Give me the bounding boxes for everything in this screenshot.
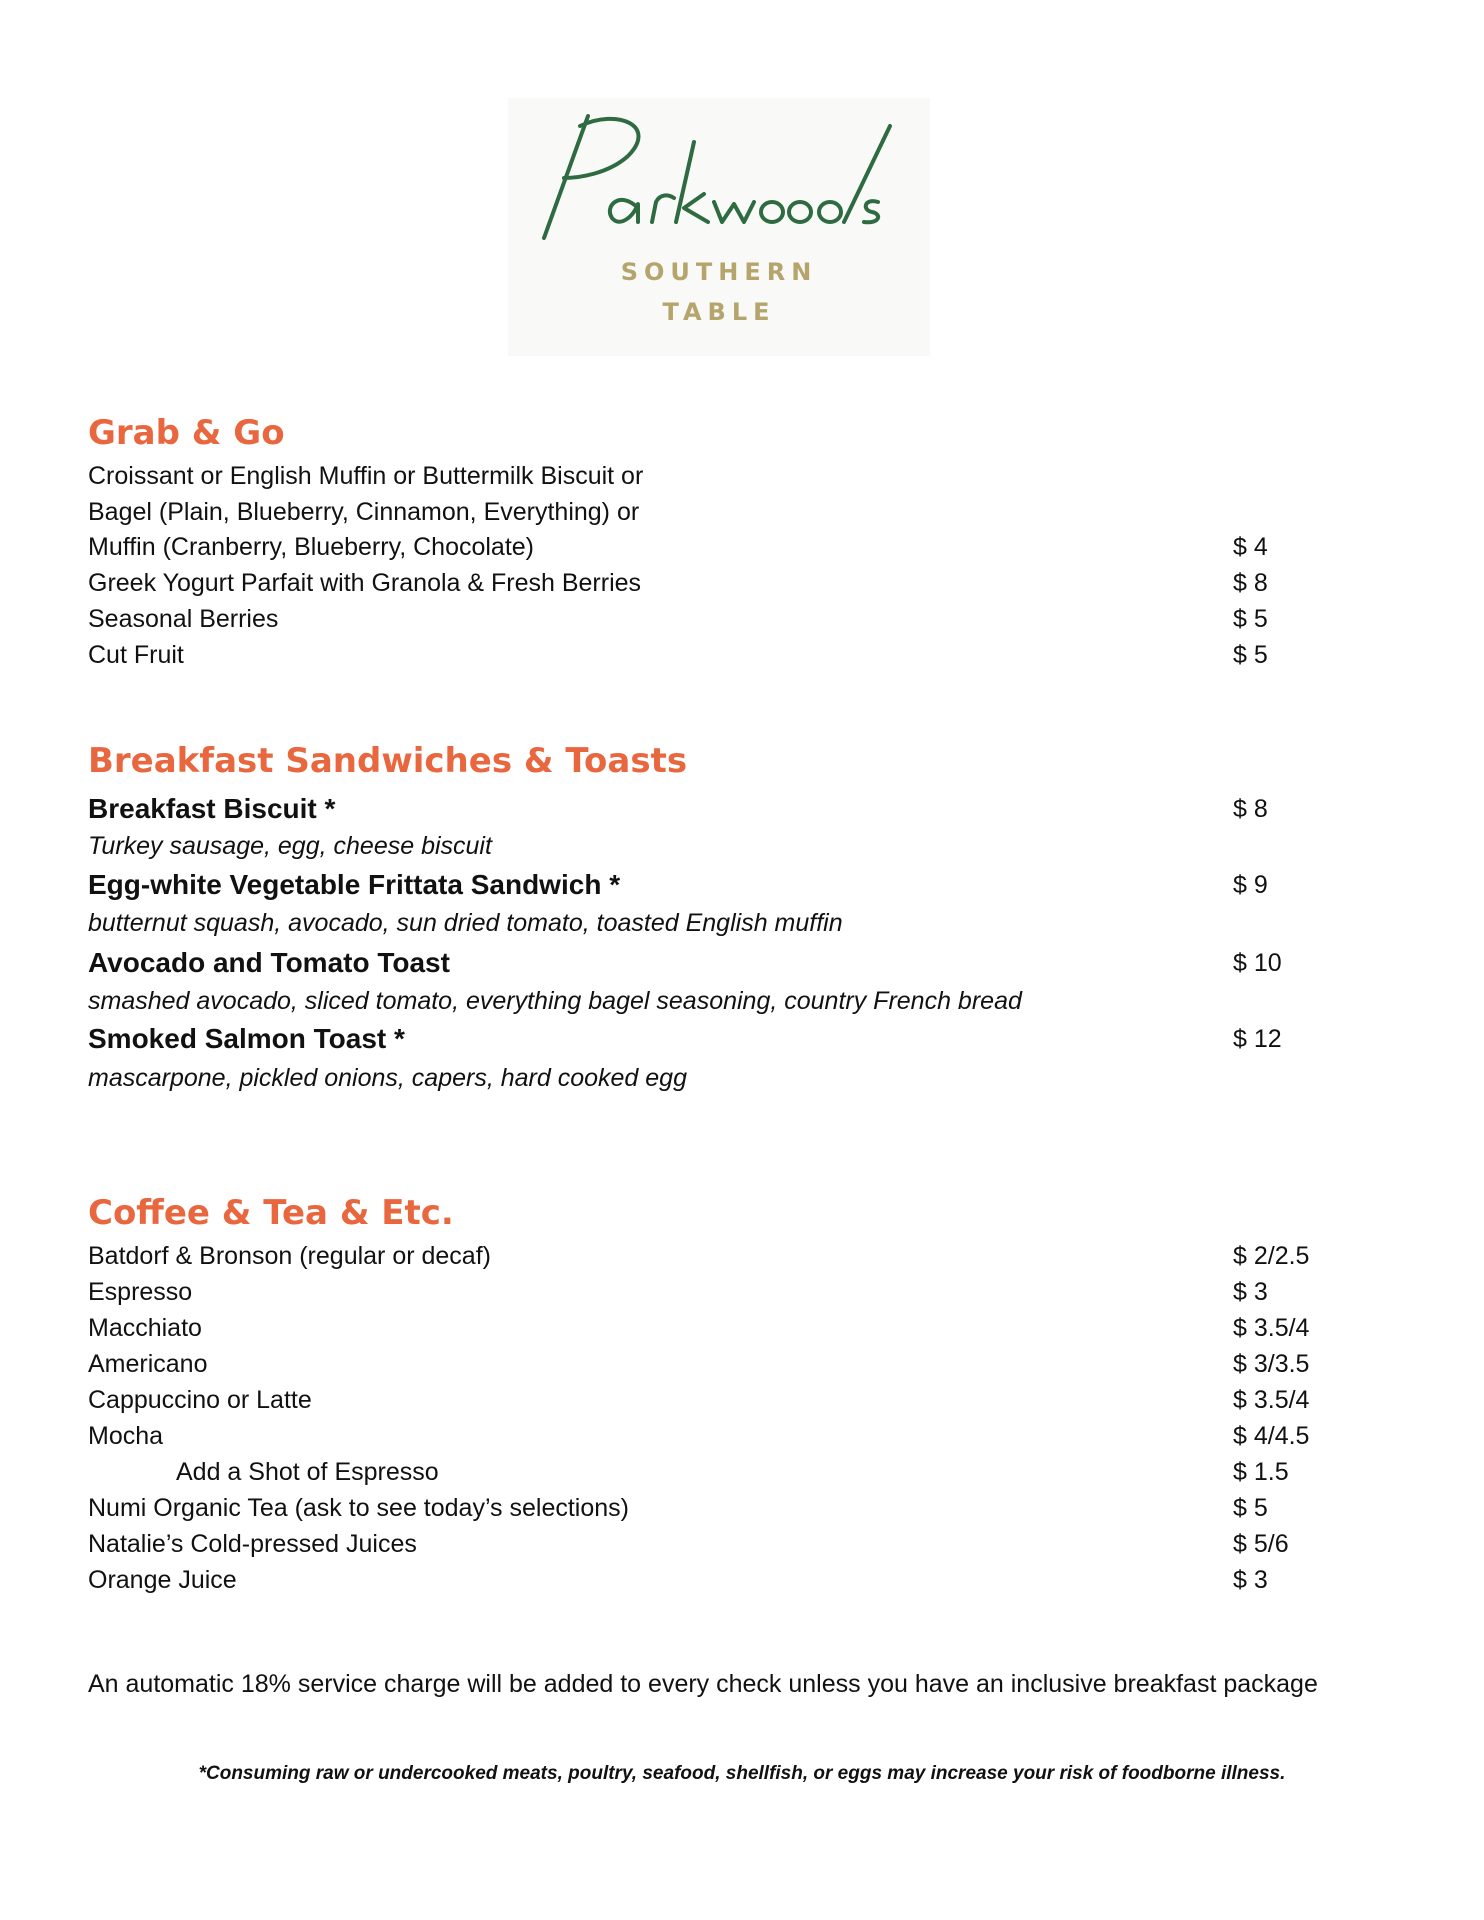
food-safety-disclaimer: *Consuming raw or undercooked meats, poultry, seafood, shellfish, or eggs may increase your risk of foodborne illness. (198, 1763, 1286, 1784)
item-price: $ 5 (1233, 1494, 1268, 1522)
item-name: Macchiato (88, 1314, 202, 1342)
section-title-coffee: Coffee & Tea & Etc. (88, 1193, 454, 1233)
item-name: Egg-white Vegetable Frittata Sandwich * (88, 869, 621, 900)
section-title-grab-and-go: Grab & Go (88, 413, 285, 453)
item-name: Americano (88, 1350, 208, 1378)
item-price: $ 5 (1233, 641, 1268, 669)
item-name: Cut Fruit (88, 641, 184, 669)
menu-item-row (88, 601, 1398, 637)
menu-item-row (88, 1021, 1398, 1057)
item-price: $ 8 (1233, 795, 1268, 823)
menu-item-row (88, 945, 1398, 981)
menu-item-row (88, 791, 1398, 827)
item-price: $ 12 (1233, 1025, 1282, 1053)
item-description-row (88, 983, 1398, 1019)
service-charge-note: An automatic 18% service charge will be added to every check unless you have an inclusive breakfast package (88, 1670, 1318, 1698)
item-name: Espresso (88, 1278, 193, 1306)
menu-item-row (88, 1346, 1398, 1382)
logo-subtitle-southern: SOUTHERN (620, 258, 818, 286)
item-name: Numi Organic Tea (ask to see today’s selections) (88, 1494, 629, 1522)
item-price: $ 4/4.5 (1233, 1422, 1310, 1450)
item-name: Avocado and Tomato Toast (88, 947, 450, 978)
item-name: Croissant or English Muffin or Buttermilk Biscuit or (88, 462, 644, 490)
menu-item-row (88, 529, 1398, 565)
item-price: $ 9 (1233, 871, 1268, 899)
item-name: Greek Yogurt Parfait with Granola & Fresh Berries (88, 569, 642, 597)
menu-item-row (88, 494, 1398, 530)
item-description-row (88, 1060, 1398, 1096)
item-price: $ 4 (1233, 533, 1268, 561)
menu-item-row-addon (88, 1454, 1398, 1490)
item-price: $ 5/6 (1233, 1530, 1289, 1558)
item-name: Orange Juice (88, 1566, 237, 1594)
item-name: Seasonal Berries (88, 605, 279, 633)
item-price: $ 3 (1233, 1278, 1268, 1306)
item-price: $ 3.5/4 (1233, 1314, 1310, 1342)
logo-subtitle-table: TABLE (662, 298, 776, 326)
item-price: $ 3/3.5 (1233, 1350, 1310, 1378)
item-description: Turkey sausage, egg, cheese biscuit (88, 832, 492, 860)
menu-item-row (88, 637, 1398, 673)
menu-item-row (88, 1274, 1398, 1310)
item-price: $ 3 (1233, 1566, 1268, 1594)
item-price: $ 2/2.5 (1233, 1242, 1310, 1270)
item-description-row (88, 905, 1398, 941)
menu-item-row (88, 1418, 1398, 1454)
item-price: $ 10 (1233, 949, 1282, 977)
item-name: Muffin (Cranberry, Blueberry, Chocolate) (88, 533, 535, 561)
item-price: $ 5 (1233, 605, 1268, 633)
item-name: Natalie’s Cold-pressed Juices (88, 1530, 417, 1558)
item-name: Batdorf & Bronson (regular or decaf) (88, 1242, 491, 1270)
menu-item-row (88, 1526, 1398, 1562)
menu-item-row (88, 1562, 1398, 1598)
menu-item-row (88, 1490, 1398, 1526)
item-price: $ 3.5/4 (1233, 1386, 1310, 1414)
menu-item-row (88, 867, 1398, 903)
item-name: Smoked Salmon Toast * (88, 1023, 405, 1054)
item-description: butternut squash, avocado, sun dried tomato, toasted English muffin (88, 909, 843, 937)
item-name: Add a Shot of Espresso (176, 1458, 439, 1486)
menu-item-row (88, 565, 1398, 601)
item-name: Mocha (88, 1422, 164, 1450)
restaurant-logo (508, 98, 930, 356)
menu-item-row (88, 1310, 1398, 1346)
item-name: Cappuccino or Latte (88, 1386, 312, 1414)
section-title-sandwiches: Breakfast Sandwiches & Toasts (88, 741, 688, 781)
item-description-row (88, 828, 1398, 864)
menu-item-row (88, 1382, 1398, 1418)
item-price: $ 8 (1233, 569, 1268, 597)
item-name: Breakfast Biscuit * (88, 793, 336, 824)
item-description: mascarpone, pickled onions, capers, hard cooked egg (88, 1064, 687, 1092)
item-description: smashed avocado, sliced tomato, everything bagel seasoning, country French bread (88, 987, 1022, 1015)
menu-item-row (88, 458, 1398, 494)
item-price: $ 1.5 (1233, 1458, 1289, 1486)
item-name: Bagel (Plain, Blueberry, Cinnamon, Everything) or (88, 498, 640, 526)
menu-item-row (88, 1238, 1398, 1274)
